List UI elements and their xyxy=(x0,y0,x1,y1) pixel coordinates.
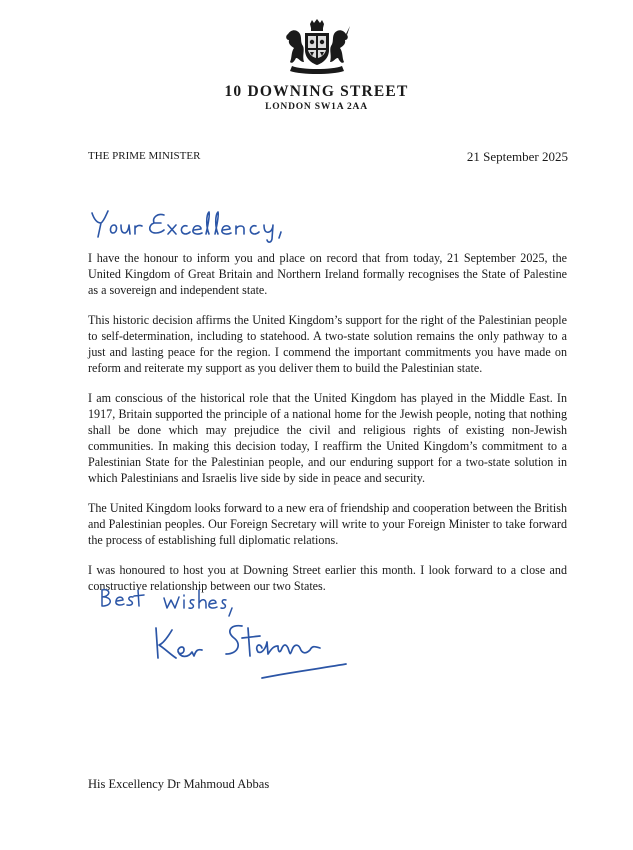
handwritten-salutation xyxy=(88,205,308,247)
letter-paragraph: I was honoured to host you at Downing Street earlier this month. I look forward to a close and constructive relationship between our two States. xyxy=(88,563,567,593)
letter-paragraph: I have the honour to inform you and place on record that from today, 21 September 2025, the United Kingdom of Great Britain and Northern Ireland formally recognises the State of Palestine as a sovereign and independent state. xyxy=(88,251,567,297)
letter-body xyxy=(88,250,567,608)
royal-crest-icon xyxy=(282,18,352,76)
letterhead-address-line-1: 10 DOWNING STREET xyxy=(224,83,409,100)
recipient-name: His Excellency Dr Mahmoud Abbas xyxy=(88,777,270,791)
letter-paragraph: This historic decision affirms the United Kingdom’s support for the right of the Palestinian people to self-determination, including to statehood. A two-state solution remains the only pathway to a just and lasting peace for the region. I commend the important commitments you have made on reform and reiterate my support as you deliver them to build the Palestinian state. xyxy=(88,313,567,375)
handwritten-closing xyxy=(96,584,256,620)
signature-icon xyxy=(150,618,360,688)
letter-paragraph: I am conscious of the historical role that the United Kingdom has played in the Middle East. In 1917, Britain supported the principle of a national home for the Jewish people, noting that nothing shall be done which may prejudice the civil and religious rights of existing non-Jewish communities. In making this decision today, I reaffirm the United Kingdom’s commitment to a Palestinian State for the Palestinian people, and our enduring support for a two-state solution in which Palestinians and Israelis live side by side in peace and security. xyxy=(88,391,567,485)
letter-paragraph: The United Kingdom looks forward to a new era of friendship and cooperation between the British and Palestinian peoples. Our Foreign Secretary will write to your Foreign Minister to take forward the process of establishing full diplomatic relations. xyxy=(88,501,567,547)
letterhead-address-line-2: LONDON SW1A 2AA xyxy=(265,102,368,112)
letter-date: 21 September 2025 xyxy=(466,149,568,164)
sender-title: THE PRIME MINISTER xyxy=(88,150,201,162)
